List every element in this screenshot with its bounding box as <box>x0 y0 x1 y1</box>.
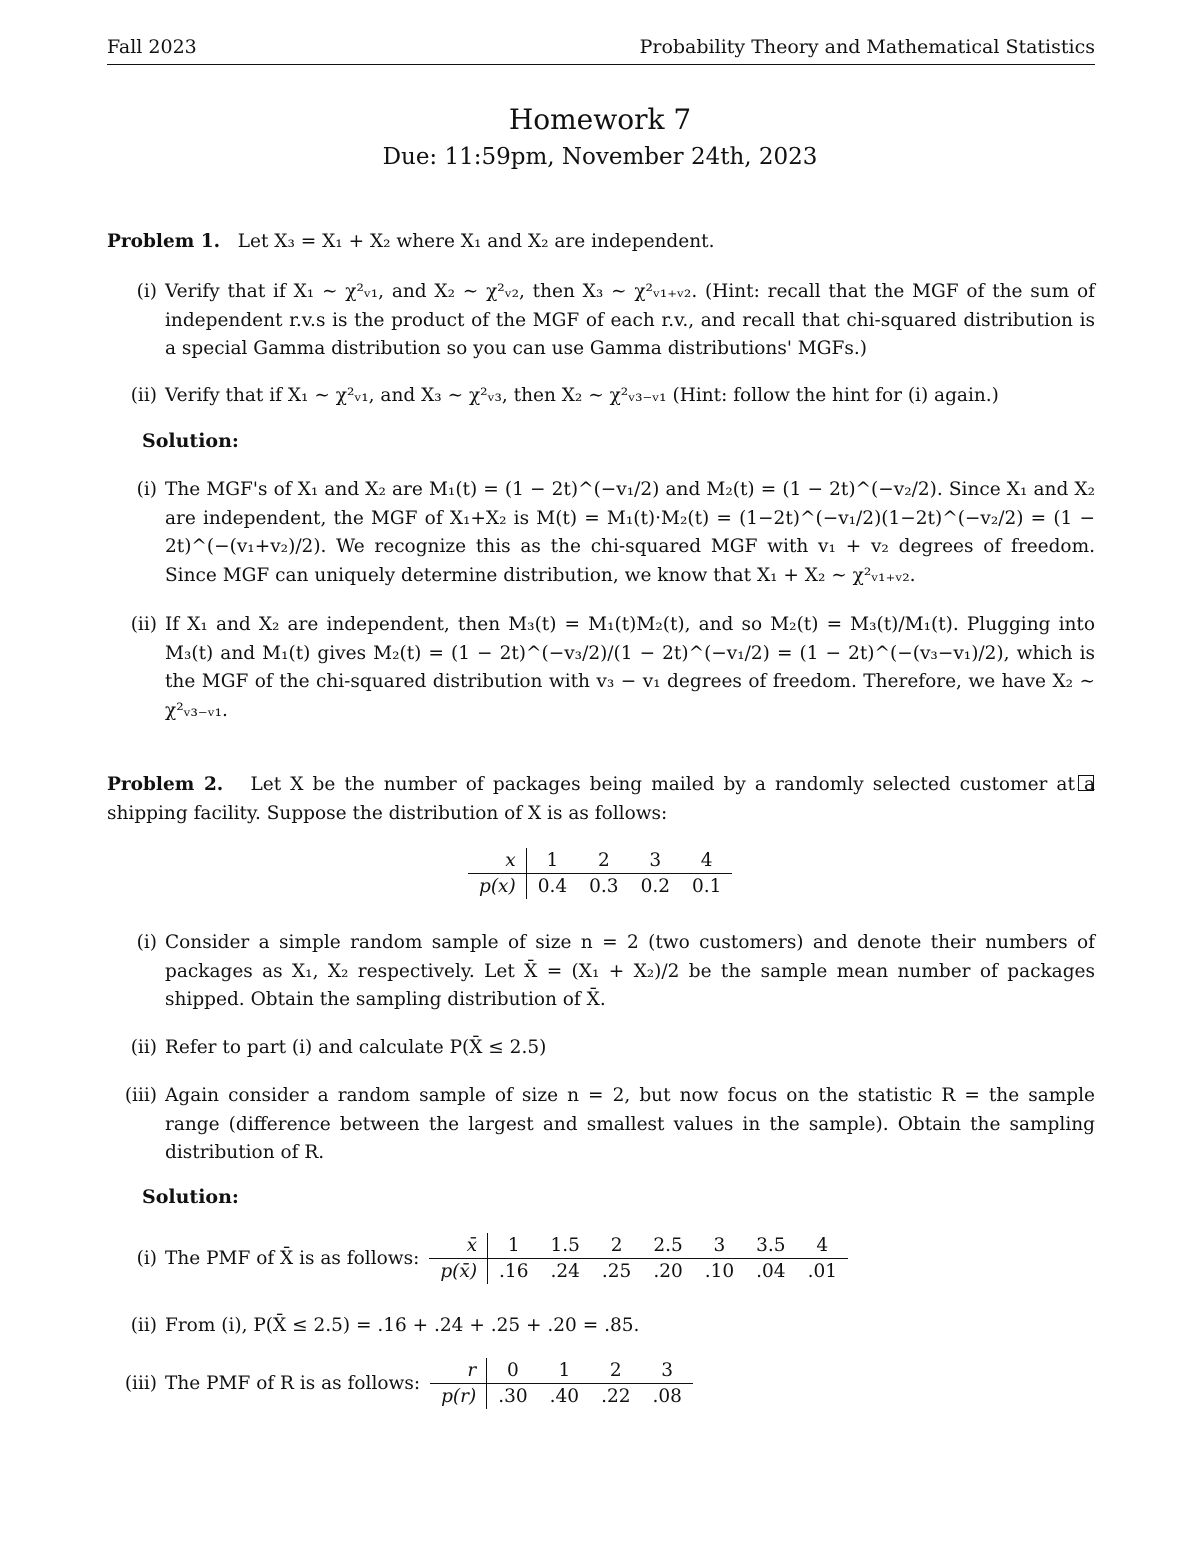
table-cell: 1 <box>539 1358 590 1384</box>
table-cell: 2 <box>590 1358 641 1384</box>
part-text: The PMF of R is as follows: <box>165 1373 421 1394</box>
table-cell: .40 <box>549 1386 580 1407</box>
part-text: Refer to part (i) and calculate P(X̄ ≤ 2.5) <box>165 1037 547 1058</box>
part-text: If X₁ and X₂ are independent, then M₃(t) = M₁(t)M₂(t), and so M₂(t) = M₃(t)/M₁(t). Plugging into M₃(t) and M₁(t) gives M₂(t) = (1 − 2t)^(−v₃/2)/(1 − 2t)^(−v₁/2) = (1 − 2t)^(−(v₃−v₁)/2), which is the MGF of the chi-squared distribution with v₃ − v₁ degrees of freedom. Therefore, we have X₂ ∼ χ²ᵥ₃₋ᵥ₁. <box>165 614 1095 721</box>
table-cell: .10 <box>704 1261 735 1282</box>
table-cell: 2 <box>578 848 629 874</box>
problem1-solution-label: Solution: <box>142 430 239 452</box>
table-cell: 3 <box>641 1358 692 1384</box>
xbar-pmf-table <box>429 1233 848 1284</box>
table-header-cell: x̄ <box>429 1233 487 1259</box>
table-header-cell: p(r) <box>430 1384 487 1410</box>
part-text: Verify that if X₁ ∼ χ²ᵥ₁, and X₃ ∼ χ²ᵥ₃, then X₂ ∼ χ²ᵥ₃₋ᵥ₁ (Hint: follow the hint for (i) again.) <box>165 385 999 406</box>
part-label: (ii) <box>130 1315 157 1336</box>
problem2-solution-iii <box>107 1358 693 1409</box>
part-label: (ii) <box>130 385 157 406</box>
table-cell: 0.4 <box>537 876 568 897</box>
table-cell: 1.5 <box>539 1233 590 1259</box>
part-label: (i) <box>136 932 157 953</box>
table-cell: .01 <box>807 1261 837 1282</box>
table-cell: 3.5 <box>745 1233 796 1259</box>
problem2-label: Problem 2. <box>107 774 224 795</box>
part-label: (ii) <box>130 614 157 635</box>
header-course: Probability Theory and Mathematical Statistics <box>639 36 1095 58</box>
due-date: Due: 11:59pm, November 24th, 2023 <box>382 144 818 170</box>
table-cell: 1 <box>526 848 578 874</box>
table-cell: 2 <box>591 1233 642 1259</box>
table-cell: 1 <box>488 1233 540 1259</box>
table-cell: 4 <box>681 848 732 874</box>
table-cell: 4 <box>797 1233 848 1259</box>
part-text: The PMF of X̄ is as follows: <box>165 1248 420 1269</box>
header-term: Fall 2023 <box>107 36 197 58</box>
table-cell: 0.2 <box>640 876 670 897</box>
table-cell: 0 <box>487 1358 539 1384</box>
table-header-cell: p(x̄) <box>429 1259 487 1285</box>
table-cell: .30 <box>498 1386 528 1407</box>
table-cell: 0.3 <box>589 876 619 897</box>
table-cell: 3 <box>694 1233 745 1259</box>
part-label: (i) <box>136 479 157 500</box>
problem1-text: Let X₃ = X₁ + X₂ where X₁ and X₂ are independent. <box>237 231 715 252</box>
table-cell: .08 <box>652 1386 682 1407</box>
problem2-statement <box>107 771 1095 828</box>
part-label: (ii) <box>130 1037 157 1058</box>
table-cell: .25 <box>601 1261 632 1282</box>
table-header-cell: p(x) <box>468 874 526 900</box>
table-cell: .16 <box>499 1261 529 1282</box>
part-label: (iii) <box>124 1373 157 1394</box>
table-header-cell: x <box>468 848 526 874</box>
table-cell: .20 <box>653 1261 683 1282</box>
part-label: (i) <box>136 281 157 302</box>
part-text: From (i), P(X̄ ≤ 2.5) = .16 + .24 + .25 + .20 = .85. <box>165 1315 640 1336</box>
problem1-label: Problem 1. <box>107 231 221 252</box>
table-cell: 0.1 <box>691 876 722 897</box>
problem2-solution-i <box>107 1233 848 1284</box>
part-label: (iii) <box>124 1085 157 1106</box>
table-cell: 3 <box>630 848 681 874</box>
part-text: Consider a simple random sample of size n = 2 (two customers) and denote their numbers of packages as X₁, X₂ respectively. Let X̄ = (X₁ + X₂)/2 be the sample mean number of packages shipped. Obtain the sampling distribution of X̄. <box>165 932 1095 1010</box>
running-header <box>107 36 1095 65</box>
problem1-statement <box>107 228 1095 257</box>
part-text: The MGF's of X₁ and X₂ are M₁(t) = (1 − 2t)^(−v₁/2) and M₂(t) = (1 − 2t)^(−v₂/2). Since X₁ and X₂ are independent, the MGF of X₁+X₂ is M(t) = M₁(t)·M₂(t) = (1−2t)^(−v₁/2)(1−2t)^(−v₂/2) = (1 − 2t)^(−(v₁+v₂)/2). We recognize this as the chi-squared MGF with v₁ + v₂ degrees of freedom. Since MGF can uniquely determine distribution, we know that X₁ + X₂ ∼ χ²ᵥ₁₊ᵥ₂. <box>165 479 1095 586</box>
part-label: (i) <box>136 1248 157 1269</box>
table-cell: .22 <box>601 1386 631 1407</box>
table-cell: .24 <box>550 1261 580 1282</box>
page-title: Homework 7 <box>508 103 692 136</box>
distribution-table <box>468 848 732 899</box>
problem2-solution-label: Solution: <box>142 1186 239 1208</box>
table-header-cell: r <box>430 1358 487 1384</box>
r-pmf-table <box>430 1358 693 1409</box>
problem2-text: Let X be the number of packages being mailed by a randomly selected customer at a shipping facility. Suppose the distribution of X is as follows: <box>107 774 1095 824</box>
table-cell: .04 <box>756 1261 786 1282</box>
part-text: Verify that if X₁ ∼ χ²ᵥ₁, and X₂ ∼ χ²ᵥ₂, then X₃ ∼ χ²ᵥ₁₊ᵥ₂. (Hint: recall that the MGF of the sum of independent r.v.s is the product of the MGF of each r.v., and recall that chi-squared distribution is a special Gamma distribution so you can use Gamma distributions' MGFs.) <box>165 281 1095 359</box>
table-cell: 2.5 <box>642 1233 693 1259</box>
part-text: Again consider a random sample of size n = 2, but now focus on the statistic R = the sample range (difference between the largest and smallest values in the sample). Obtain the sampling distribution of R. <box>165 1085 1095 1163</box>
